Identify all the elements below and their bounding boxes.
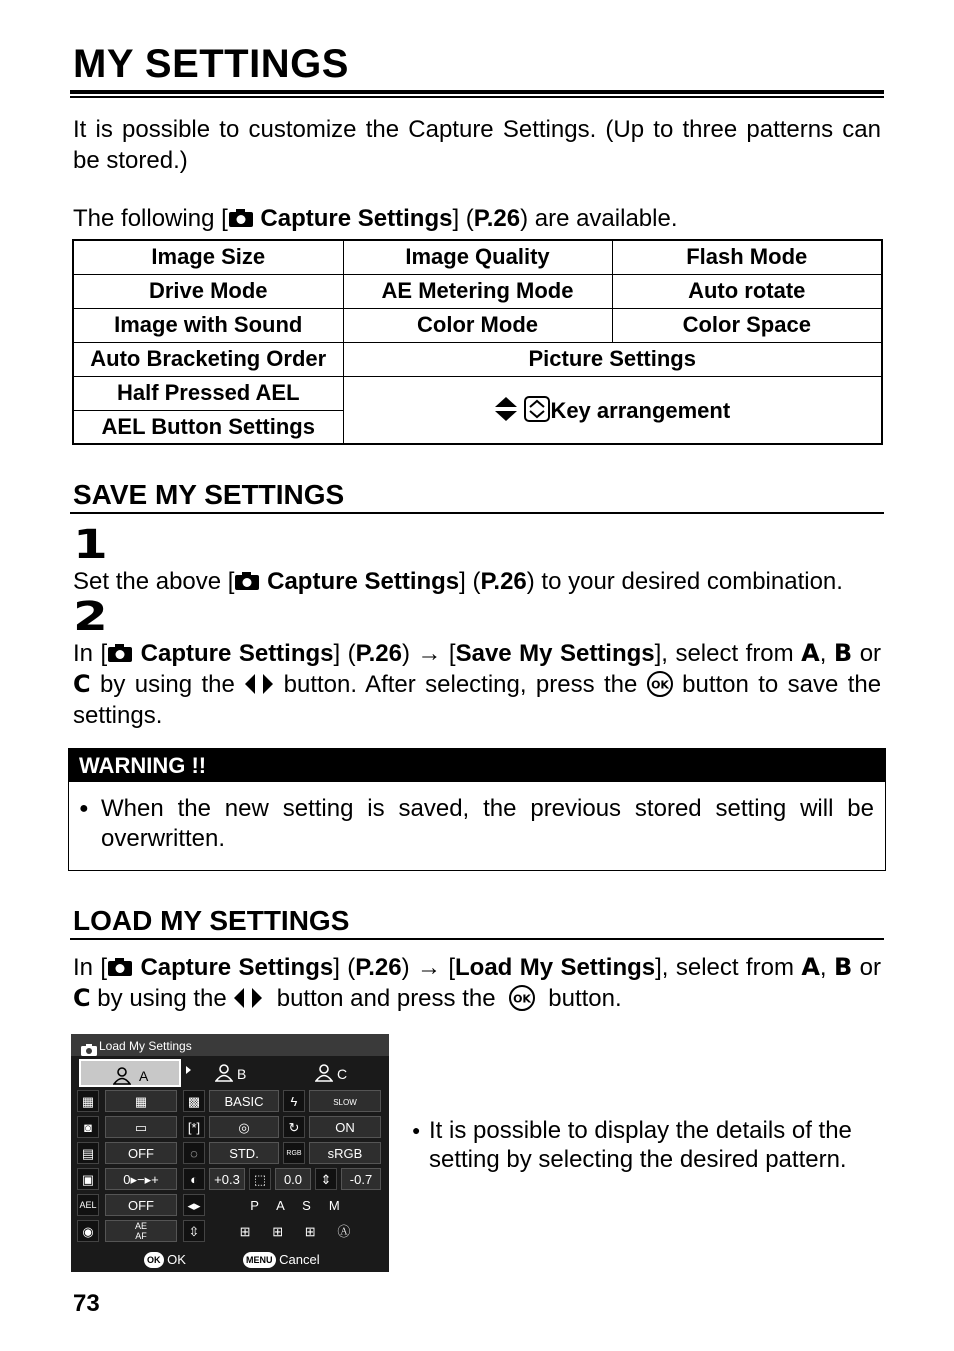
save-rule [70,512,884,514]
profile-icon [215,1062,233,1080]
load-rule [70,938,884,940]
up-down-arrows-icon [494,396,518,422]
camera-icon [81,1040,97,1052]
table-cell: Picture Settings [343,342,882,376]
camera-screen [71,1034,389,1272]
image-quality-icon: ▩ [183,1090,205,1112]
side-note: ● It is possible to display the details of the setting by selecting the desired pattern. [412,1117,852,1173]
ok-button-icon [647,671,673,697]
sound-icon: ▤ [77,1142,99,1164]
color-mode-icon: ◌ [183,1142,205,1164]
right-arrow-icon [186,1066,191,1074]
ok-button-icon: OK [144,1252,164,1268]
warning-text: ● When the new setting is saved, the previous stored setting will be overwritten. [79,795,874,852]
page-number: 73 [73,1290,100,1317]
left-right-arrows-icon: ◂▸ [183,1194,205,1216]
title-rule-thin [70,96,884,98]
table-cell: AE Metering Mode [343,274,612,308]
setting-value: STD. [209,1142,279,1164]
step1-text: Set the above [ Capture Settings] (P.26) to your desired combination. [73,568,843,595]
setting-value: +0.3 [209,1168,245,1190]
ae-af-label: AE AF [105,1220,177,1242]
table-cell: Image with Sound [73,308,343,342]
ok-softkey[interactable]: OK OK [144,1248,186,1272]
table-cell-key-arrangement: Key arrangement [343,376,882,444]
camera-icon [107,954,133,974]
step-number-1: 1 [73,522,108,568]
half-ael-label: AEL [77,1194,99,1216]
table-cell: Color Mode [343,308,612,342]
camera-icon [234,568,260,588]
drive-mode-icon: ◙ [77,1116,99,1138]
ok-button-icon [509,985,535,1011]
svg-text:OK: OK [650,678,669,692]
setting-value: OFF [105,1194,177,1216]
metering-icon: [*] [183,1116,205,1138]
tab-pattern-b[interactable]: B [215,1059,295,1087]
color-space-label: RGB [283,1142,305,1164]
screen-footer [71,1248,389,1272]
step-number-2: 2 [73,594,108,640]
svg-text:OK: OK [512,992,531,1006]
mode-keys: P A S M [209,1194,381,1216]
table-cell: Flash Mode [612,240,882,274]
page-title: MY SETTINGS [73,42,349,86]
table-cell: Auto rotate [612,274,882,308]
capture-settings-table [72,239,883,445]
setting-value: 0.0 [275,1168,311,1190]
tab-pattern-c[interactable]: C [315,1059,395,1087]
metering-eval-icon: ◎ [209,1116,279,1138]
image-size-icon: ▦ [77,1090,99,1112]
left-right-arrows-icon [244,672,274,694]
setting-value: BASIC [209,1090,279,1112]
step2-text: In [ Capture Settings] (P.26) → [Save My Settings], select from A, B or C by using the button. After selecting, press the OK button to save the settings. [73,639,882,729]
saturation-icon: ⇕ [315,1168,337,1190]
bracket-order-icon: 0▸−▸+ [105,1168,177,1190]
setting-value: -0.7 [341,1168,381,1190]
save-heading: SAVE MY SETTINGS [73,479,345,510]
menu-button-icon: MENU [243,1252,276,1268]
setting-value: OFF [105,1142,177,1164]
profile-icon [113,1065,131,1083]
image-size-icon: ▦ [105,1090,177,1112]
table-cell: Color Space [612,308,882,342]
ael-button-icon: ◉ [77,1220,99,1242]
table-cell: Drive Mode [73,274,343,308]
camera-icon [228,205,254,225]
sharpness-icon: ⬚ [249,1168,271,1190]
tab-pattern-a[interactable]: A [79,1059,181,1087]
scroll-key-icon [524,396,550,422]
load-heading: LOAD MY SETTINGS [73,905,350,936]
screen-title-bar: Load My Settings [71,1034,389,1056]
contrast-icon: ◐ [183,1168,205,1190]
table-cell: Image Quality [343,240,612,274]
flash-icon: ϟ [283,1090,305,1112]
cancel-softkey[interactable]: MENU Cancel [243,1248,320,1272]
bracketing-icon: ▣ [77,1168,99,1190]
table-cell: AEL Button Settings [73,410,343,444]
setting-value: ON [309,1116,381,1138]
warning-title: WARNING !! [69,749,885,782]
left-right-arrows-icon [233,986,263,1008]
table-cell: Image Size [73,240,343,274]
flash-slow-label: SLOW [309,1090,381,1112]
up-down-arrows-icon: ⇳ [183,1220,205,1242]
load-text: In [ Capture Settings] (P.26) → [Load My Settings], select from A, B or C by using the button and press the OK button. [73,953,881,1012]
intro-text: It is possible to customize the Capture Settings. (Up to three patterns can be stored.) [73,116,881,174]
table-cell: Half Pressed AEL [73,376,343,410]
auto-rotate-icon: ↻ [283,1116,305,1138]
exposure-comp-icons: ⊞ ⊞ ⊞ Ⓐ [209,1220,381,1242]
profile-icon [315,1062,333,1080]
table-cell: Auto Bracketing Order [73,342,343,376]
camera-icon [107,640,133,660]
title-rule [70,90,884,94]
drive-single-icon: ▭ [105,1116,177,1138]
following-line: The following [ Capture Settings] (P.26) are available. [73,205,678,232]
warning-box [68,748,886,871]
setting-value: sRGB [309,1142,381,1164]
